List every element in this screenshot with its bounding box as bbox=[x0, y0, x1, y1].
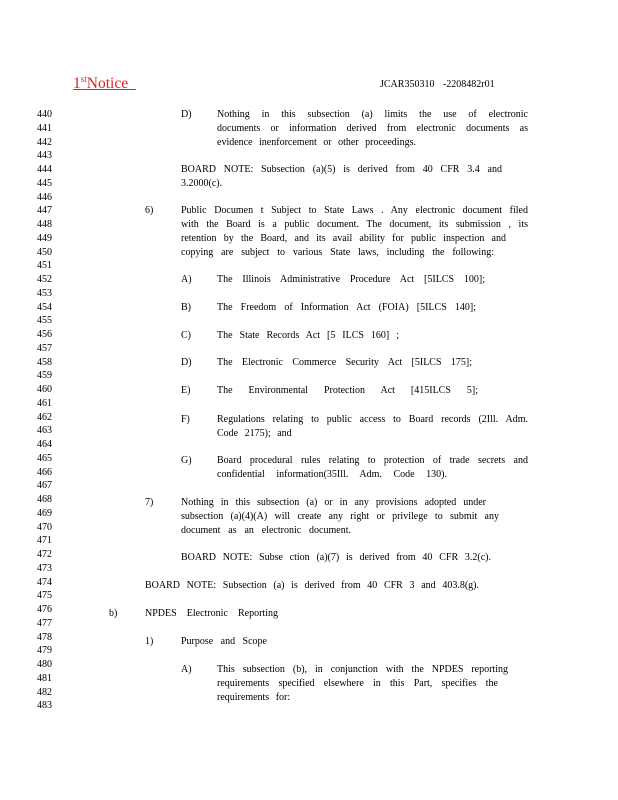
line-number: 473 bbox=[37, 562, 52, 574]
line-number: 475 bbox=[37, 590, 52, 602]
line-number: 444 bbox=[37, 164, 52, 175]
line-number: 448 bbox=[37, 219, 52, 230]
body-line: documents or information derived from electronic documents as bbox=[217, 123, 528, 134]
line-number: 452 bbox=[37, 274, 52, 285]
line-number: 482 bbox=[37, 686, 52, 698]
item-label-6: 6) bbox=[145, 205, 154, 216]
line-number: 454 bbox=[37, 301, 52, 313]
body-line: retention by the Board, and its avail ability for public inspection and bbox=[181, 233, 506, 244]
line-number: 446 bbox=[37, 191, 52, 203]
line-number: 451 bbox=[37, 260, 52, 272]
body-line: evidence inenforcement or other proceedings. bbox=[217, 137, 416, 148]
body-line: Nothing in this subsection (a) limits the use of electronic bbox=[217, 109, 528, 120]
line-number: 476 bbox=[37, 604, 52, 615]
line-number: 468 bbox=[37, 494, 52, 505]
line-number: 440 bbox=[37, 109, 52, 120]
body-line: Public Documen t Subject to State Laws . Any electronic document filed bbox=[181, 205, 528, 216]
line-number: 470 bbox=[37, 521, 52, 533]
line-number: 458 bbox=[37, 356, 52, 368]
item-label-a: A) bbox=[181, 274, 192, 285]
law-item: Code 2175); and bbox=[217, 428, 292, 439]
line-number: 462 bbox=[37, 411, 52, 423]
body-line: with the Board is a public document. The document, its submission , its bbox=[181, 219, 528, 230]
law-item: The State Records Act [5 ILCS 160] ; bbox=[217, 330, 399, 341]
law-item: confidential information(35Ill. Adm. Code 130). bbox=[217, 469, 447, 480]
line-number: 447 bbox=[37, 205, 52, 217]
line-number: 455 bbox=[37, 315, 52, 327]
notice-ordinal: 1 bbox=[73, 75, 81, 93]
body-line: requirements specified elsewhere in this Part, specifies the bbox=[217, 678, 498, 689]
law-item: The Electronic Commerce Security Act [5ILCS 175]; bbox=[217, 357, 472, 368]
line-number: 477 bbox=[37, 617, 52, 629]
line-number: 481 bbox=[37, 672, 52, 684]
item-label-b: B) bbox=[181, 302, 191, 313]
line-number: 463 bbox=[37, 425, 52, 437]
line-number: 456 bbox=[37, 329, 52, 340]
line-number: 471 bbox=[37, 535, 52, 547]
body-line: subsection (a)(4)(A) will create any right or privilege to submit any bbox=[181, 511, 499, 522]
line-number: 441 bbox=[37, 122, 52, 134]
line-number: 457 bbox=[37, 342, 52, 354]
line-number: 472 bbox=[37, 549, 52, 560]
law-item: Regulations relating to public access to Board records (2Ill. Adm. bbox=[217, 414, 528, 425]
item-label-b-section: b) bbox=[109, 608, 118, 619]
item-label-g: G) bbox=[181, 455, 192, 466]
body-line: Nothing in this subsection (a) or in any provisions adopted under bbox=[181, 497, 486, 508]
line-number: 461 bbox=[37, 397, 52, 409]
line-number: 453 bbox=[37, 287, 52, 299]
section-title: NPDES Electronic Reporting bbox=[145, 608, 278, 619]
line-number: 460 bbox=[37, 384, 52, 395]
line-number: 464 bbox=[37, 439, 52, 450]
body-line: This subsection (b), in conjunction with the NPDES reporting bbox=[217, 664, 508, 675]
line-number: 443 bbox=[37, 150, 52, 162]
item-label-f: F) bbox=[181, 414, 190, 425]
line-number: 483 bbox=[37, 700, 52, 712]
body-line: document as an electronic document. bbox=[181, 525, 351, 536]
board-note: 3.2000(c). bbox=[181, 178, 223, 189]
line-number: 465 bbox=[37, 452, 52, 464]
line-number: 474 bbox=[37, 576, 52, 588]
item-label-1: 1) bbox=[145, 636, 154, 647]
item-label-a: A) bbox=[181, 664, 192, 675]
line-number: 467 bbox=[37, 480, 52, 492]
item-label-7: 7) bbox=[145, 497, 154, 508]
item-label-c: C) bbox=[181, 330, 191, 341]
board-note: BOARD NOTE: Subse ction (a)(7) is derived from 40 CFR 3.2(c). bbox=[181, 552, 491, 563]
notice-word: Notice bbox=[86, 75, 129, 93]
line-number: 442 bbox=[37, 136, 52, 148]
body-line: requirements for: bbox=[217, 692, 291, 703]
notice-superscript: st bbox=[80, 74, 87, 84]
item-label-e: E) bbox=[181, 385, 191, 396]
board-note: BOARD NOTE: Subsection (a) is derived from 40 CFR 3 and 403.8(g). bbox=[145, 580, 479, 591]
line-number: 466 bbox=[37, 466, 52, 478]
document-code: JCAR350310 -2208482r01 bbox=[380, 79, 495, 90]
line-number: 479 bbox=[37, 645, 52, 657]
line-number: 478 bbox=[37, 631, 52, 643]
notice-header bbox=[73, 74, 136, 93]
line-number: 450 bbox=[37, 246, 52, 258]
subsection-title: Purpose and Scope bbox=[181, 636, 267, 647]
item-label-d: D) bbox=[181, 357, 192, 368]
body-line: copying are subject to various State laws, including the following: bbox=[181, 247, 494, 258]
law-item: The Illinois Administrative Procedure Act [5ILCS 100]; bbox=[217, 274, 485, 285]
line-number: 459 bbox=[37, 370, 52, 382]
line-number: 445 bbox=[37, 177, 52, 189]
item-label-d: D) bbox=[181, 109, 192, 120]
line-number: 480 bbox=[37, 659, 52, 670]
law-item: Board procedural rules relating to protection of trade secrets and bbox=[217, 455, 528, 466]
law-item: The Environmental Protection Act [415ILCS 5]; bbox=[217, 385, 478, 396]
line-number: 469 bbox=[37, 507, 52, 519]
line-number: 449 bbox=[37, 232, 52, 244]
law-item: The Freedom of Information Act (FOIA) [5ILCS 140]; bbox=[217, 302, 476, 313]
board-note: BOARD NOTE: Subsection (a)(5) is derived from 40 CFR 3.4 and bbox=[181, 164, 502, 175]
